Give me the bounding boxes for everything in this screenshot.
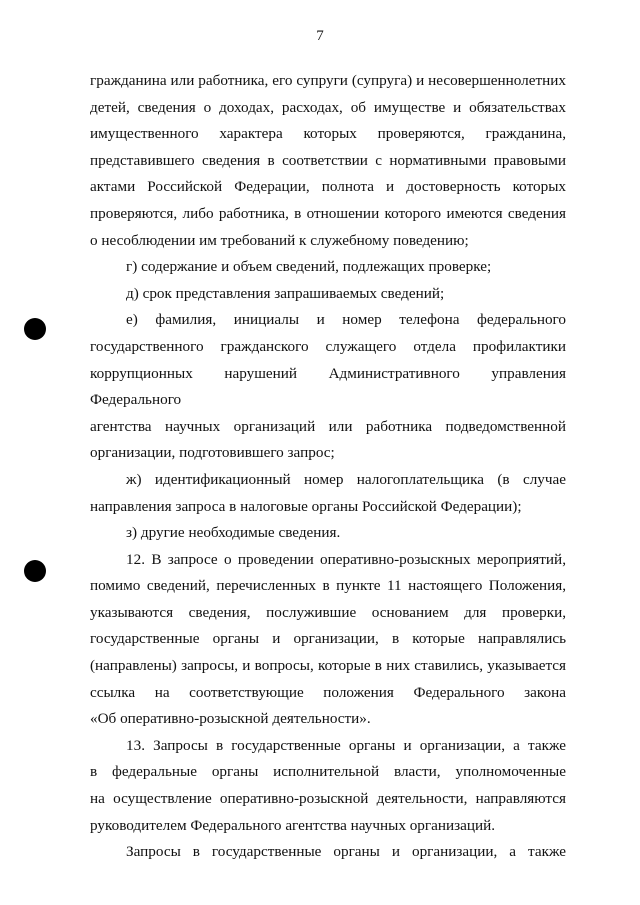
- text-line: о несоблюдении им требований к служебному поведению;: [90, 231, 469, 249]
- binder-hole-bottom: [24, 560, 46, 582]
- text-line: 13. Запросы в государственные органы и организации, а также: [126, 736, 566, 754]
- text-line: государственного гражданского служащего отдела профилактики: [90, 337, 566, 355]
- text-line: имущественного характера которых проверяются, гражданина,: [90, 125, 566, 143]
- text-line: коррупционных нарушений Административного управления Федерального: [90, 364, 566, 409]
- text-line: указываются сведения, послужившие основанием для проверки,: [90, 603, 566, 621]
- text-line: детей, сведения о доходах, расходах, об имуществе и обязательствах: [90, 98, 566, 116]
- text-line: «Об оперативно-розыскной деятельности».: [90, 710, 371, 728]
- text-line: агентства научных организаций или работника подведомственной: [90, 417, 566, 435]
- text-line: в федеральные органы исполнительной власти, уполномоченные: [90, 763, 566, 781]
- text-line: з) другие необходимые сведения.: [126, 524, 341, 542]
- text-line: (направлены) запросы, и вопросы, которые в них ставились, указывается: [90, 657, 566, 675]
- text-line: 12. В запросе о проведении оперативно-розыскных мероприятий,: [126, 550, 566, 568]
- text-line: проверяются, либо работника, в отношении которого имеются сведения: [90, 204, 566, 222]
- text-line: на осуществление оперативно-розыскной деятельности, направляются: [90, 790, 566, 808]
- text-line: руководителем Федерального агентства научных организаций.: [90, 816, 496, 834]
- text-line: гражданина или работника, его супруги (супруга) и несовершеннолетних: [90, 72, 566, 89]
- page-number: 7: [316, 28, 324, 44]
- text-line: помимо сведений, перечисленных в пункте 11 настоящего Положения,: [90, 577, 566, 595]
- text-line: г) содержание и объем сведений, подлежащих проверке;: [126, 258, 492, 276]
- text-line: актами Российской Федерации, полнота и достоверность которых: [90, 178, 566, 196]
- text-line: ссылка на соответствующие положения Федерального закона: [90, 683, 566, 701]
- binder-hole-top: [24, 318, 46, 340]
- text-line: направления запроса в налоговые органы Российской Федерации);: [90, 497, 522, 515]
- text-line: представившего сведения в соответствии с нормативными правовыми: [90, 151, 566, 169]
- text-line: Запросы в государственные органы и организации, а также: [126, 843, 566, 861]
- text-line: ж) идентификационный номер налогоплательщика (в случае: [126, 470, 566, 488]
- text-line: д) срок представления запрашиваемых сведений;: [126, 284, 445, 302]
- text-line: организации, подготовившего запрос;: [90, 444, 335, 462]
- text-line: е) фамилия, инициалы и номер телефона федерального: [126, 311, 566, 329]
- text-line: государственные органы и организации, в которые направлялись: [90, 630, 566, 648]
- document-body: [90, 68, 566, 866]
